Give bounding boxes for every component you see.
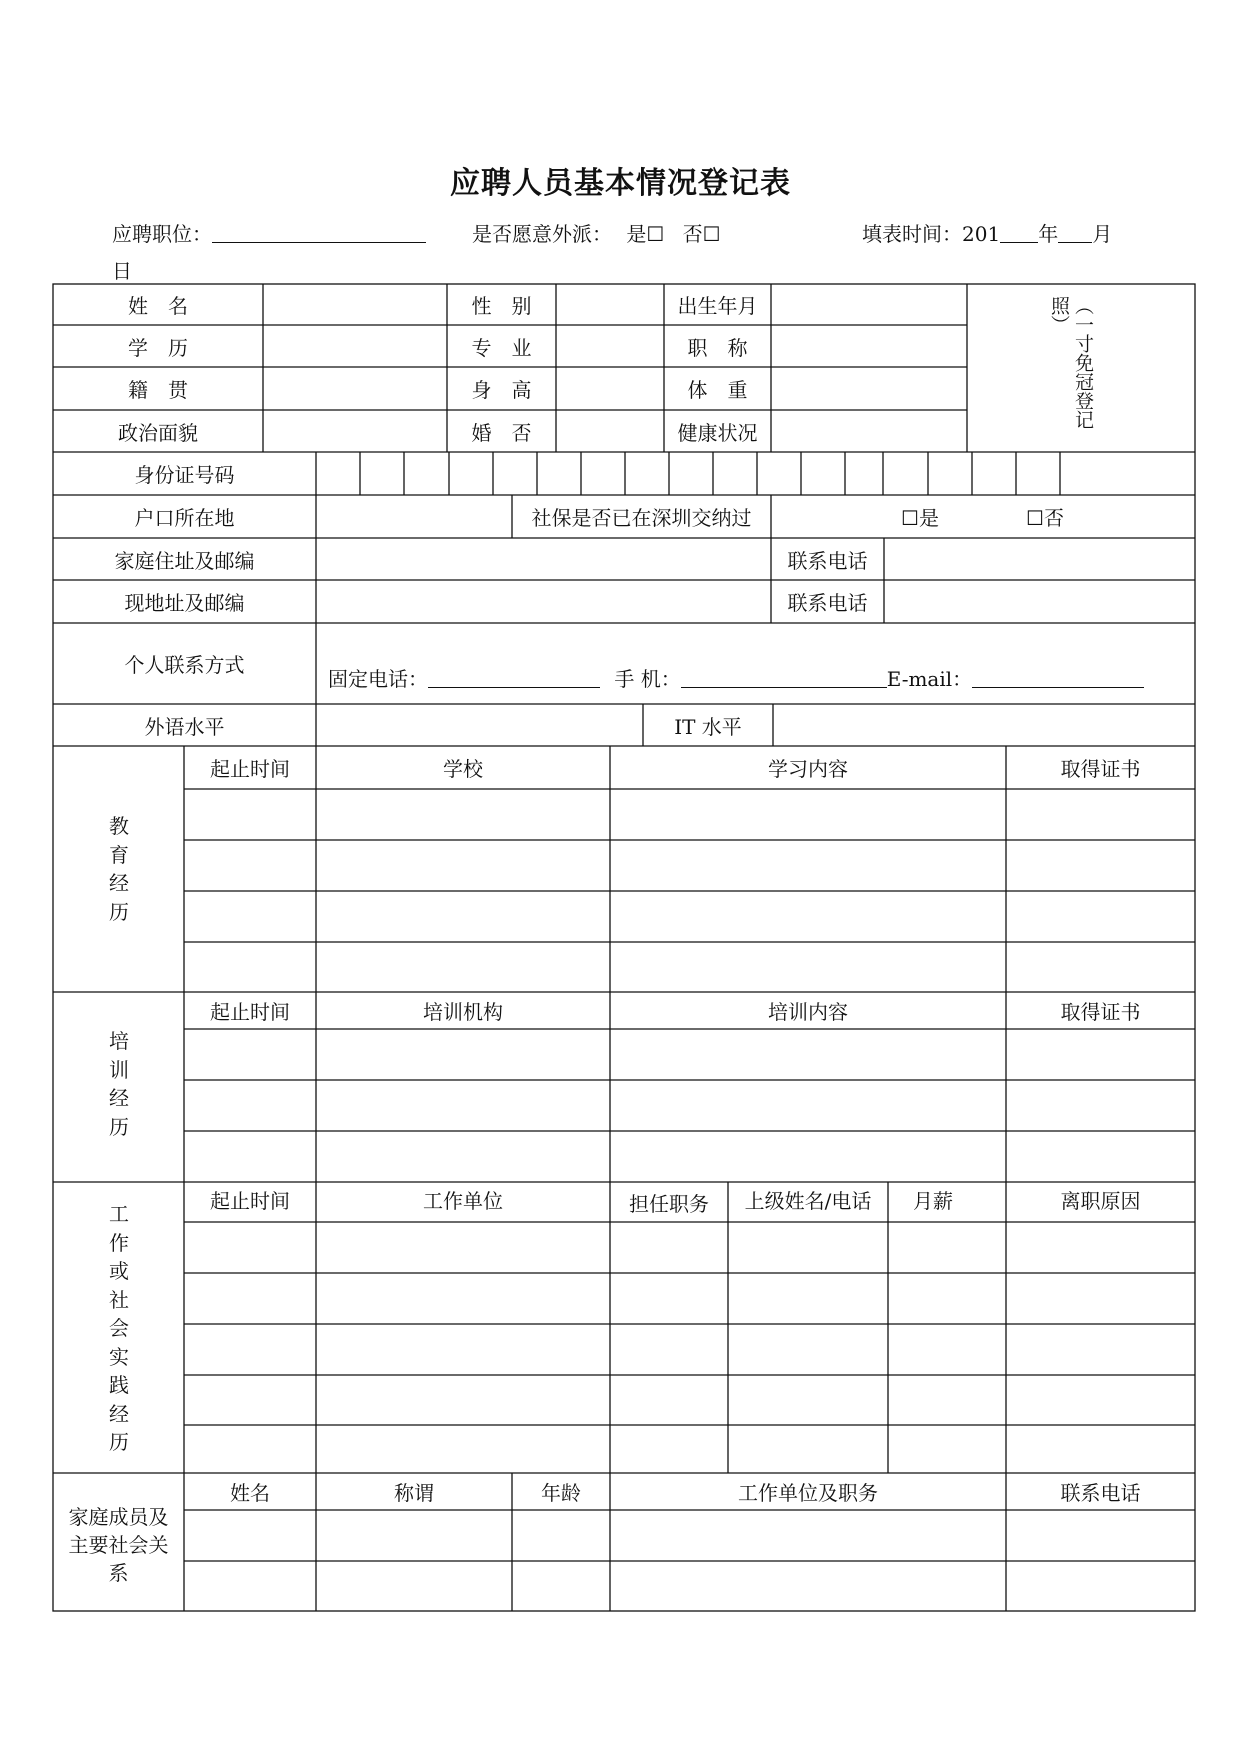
native-place-label: 籍 贯 [128, 378, 188, 402]
email-input-line[interactable] [972, 669, 1144, 688]
edu-header-period: 起止时间 [210, 757, 290, 781]
job-title-label: 职 称 [687, 335, 748, 360]
train-header-institution: 培训机构 [423, 1000, 503, 1024]
birth-label: 出生年月 [677, 294, 758, 318]
month-label: 月 [1092, 222, 1113, 246]
language-level-label: 外语水平 [144, 714, 225, 739]
form-title: 应聘人员基本情况登记表 [450, 166, 791, 201]
email-label: E-mail： [886, 667, 973, 691]
work-header-employer: 工作单位 [423, 1189, 503, 1213]
social-security-label: 社保是否已在深圳交纳过 [531, 506, 752, 530]
family-header-name: 姓名 [230, 1481, 270, 1505]
landline-label: 固定电话： [328, 667, 428, 691]
name-label: 姓 名 [128, 294, 188, 318]
fill-time-label: 填表时间：201 [862, 222, 1001, 246]
assign-yes-checkbox[interactable]: 是☐ [626, 222, 665, 246]
work-section-label: 工 作 或 社 会 实 践 经 历 [109, 1202, 129, 1454]
position-label: 应聘职位： [112, 222, 212, 246]
edu-header-certificate: 取得证书 [1060, 757, 1141, 781]
id-number-label: 身份证号码 [134, 463, 235, 487]
year-label: 年 [1038, 222, 1059, 246]
contact-fields [328, 663, 1144, 692]
train-header-certificate: 取得证书 [1060, 1000, 1141, 1024]
photo-placeholder[interactable]: （一寸免冠登记照） [1048, 296, 1094, 429]
work-header-salary: 月薪 [913, 1189, 953, 1213]
mobile-input-line[interactable] [681, 669, 887, 688]
social-security-yes-checkbox[interactable]: ☐是 [901, 506, 939, 530]
train-header-content: 培训内容 [768, 1000, 848, 1024]
political-status-label: 政治面貌 [118, 420, 198, 445]
landline-input-line[interactable] [428, 669, 600, 688]
gender-label: 性 别 [471, 294, 532, 318]
mobile-label: 手 机： [614, 667, 681, 691]
edu-header-content: 学习内容 [768, 757, 848, 781]
work-header-period: 起止时间 [210, 1189, 290, 1213]
training-section-label: 培 训 经 历 [109, 1029, 129, 1139]
family-header-phone: 联系电话 [1060, 1481, 1141, 1505]
home-phone-label: 联系电话 [787, 548, 868, 573]
edu-header-school: 学校 [443, 757, 483, 781]
contact-label: 个人联系方式 [124, 653, 245, 677]
current-phone-label: 联系电话 [787, 591, 868, 615]
train-header-period: 起止时间 [210, 1000, 290, 1024]
education-section-label: 教 育 经 历 [109, 814, 129, 924]
home-address-label: 家庭住址及邮编 [114, 548, 255, 573]
current-address-label: 现地址及邮编 [124, 591, 245, 615]
work-header-position: 担任职务 [629, 1191, 709, 1216]
health-label: 健康状况 [677, 420, 758, 445]
assign-no-checkbox[interactable]: 否☐ [682, 222, 721, 246]
height-label: 身 高 [471, 378, 532, 402]
family-header-employer-position: 工作单位及职务 [738, 1481, 878, 1505]
it-level-label: IT 水平 [674, 714, 742, 739]
family-section-label: 家庭成员及主要社会关系 [68, 1505, 169, 1585]
family-header-age: 年龄 [541, 1481, 581, 1505]
day-label: 日 [112, 259, 132, 283]
work-header-supervisor: 上级姓名/电话 [744, 1189, 872, 1213]
weight-label: 体 重 [687, 378, 748, 402]
social-security-no-checkbox[interactable]: ☐否 [1026, 506, 1064, 530]
work-header-leave-reason: 离职原因 [1060, 1189, 1141, 1213]
education-label: 学 历 [128, 335, 188, 360]
assign-abroad-label: 是否愿意外派： [472, 222, 612, 246]
hukou-label: 户口所在地 [134, 506, 235, 530]
family-header-relation: 称谓 [394, 1481, 434, 1505]
marital-label: 婚 否 [471, 420, 532, 445]
major-label: 专 业 [471, 335, 532, 360]
